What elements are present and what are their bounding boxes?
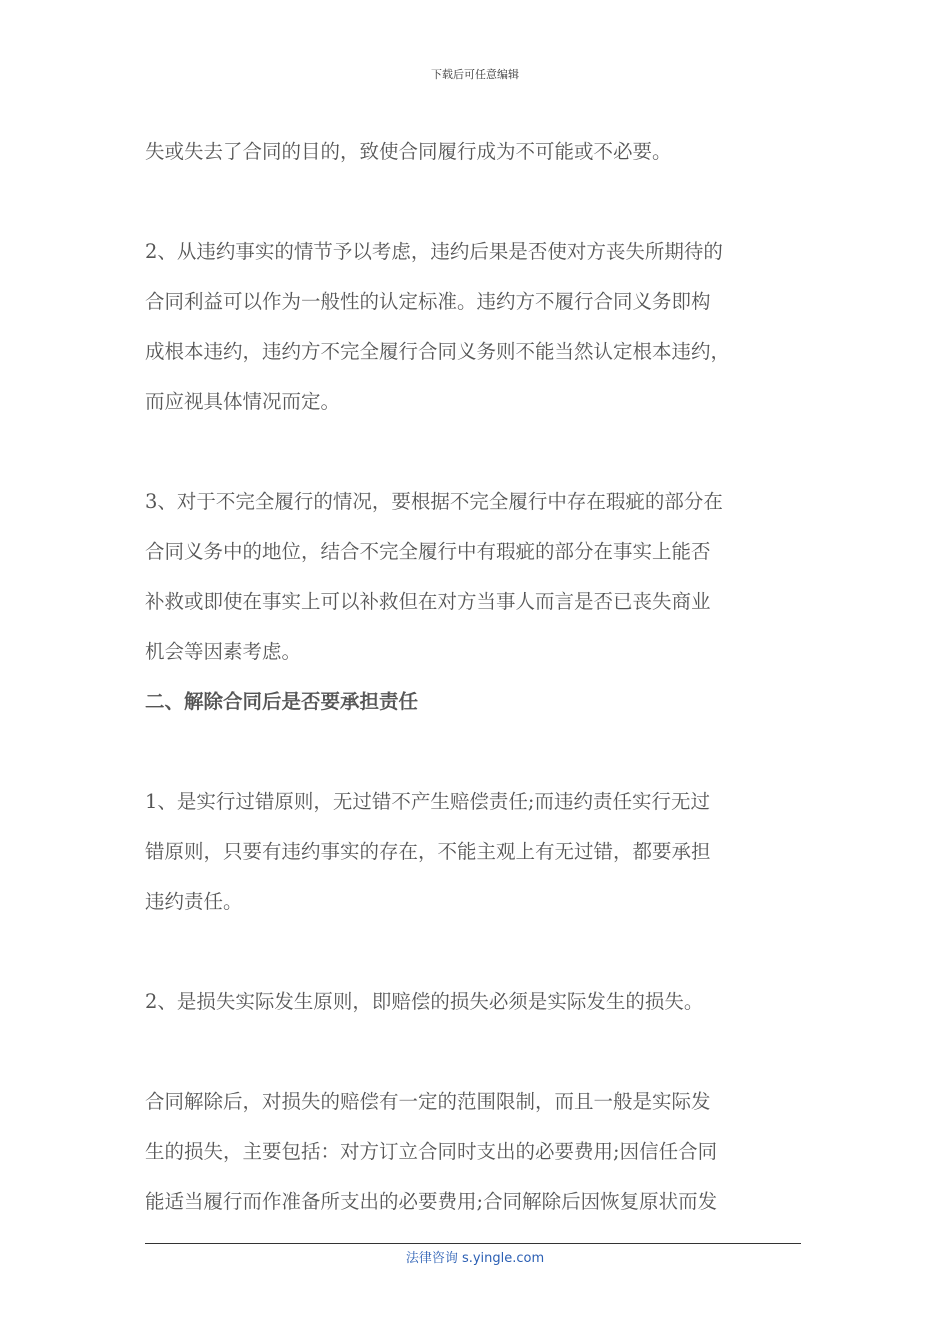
paragraph-3-line-4: 机会等因素考虑。	[145, 640, 302, 663]
paragraph-2-line-2: 合同利益可以作为一般性的认定标准。违约方不履行合同义务即构	[145, 290, 711, 313]
document-body	[145, 127, 810, 1227]
paragraph-2-line-3: 成根本违约，违约方不完全履行合同义务则不能当然认定根本违约，	[145, 340, 731, 363]
footer-divider	[145, 1243, 801, 1244]
paragraph-2-line-1: 2、从违约事实的情节予以考虑，违约后果是否使对方丧失所期待的	[145, 240, 723, 263]
paragraph-gap	[145, 177, 810, 227]
paragraph-4-line-3: 违约责任。	[145, 890, 243, 913]
paragraph-1-line-1: 失或失去了合同的目的，致使合同履行成为不可能或不必要。	[145, 140, 672, 163]
paragraph-3-line-3: 补救或即使在事实上可以补救但在对方当事人而言是否已丧失商业	[145, 590, 711, 613]
paragraph-gap	[145, 1027, 810, 1077]
page-header: 下载后可任意编辑	[431, 68, 519, 81]
paragraph-6-line-2: 生的损失，主要包括：对方订立合同时支出的必要费用;因信任合同	[145, 1140, 718, 1163]
paragraph-4-line-1: 1、是实行过错原则，无过错不产生赔偿责任;而违约责任实行无过	[145, 790, 710, 813]
paragraph-gap	[145, 927, 810, 977]
paragraph-3-line-1: 3、对于不完全履行的情况，要根据不完全履行中存在瑕疵的部分在	[145, 490, 723, 513]
paragraph-5-line-1: 2、是损失实际发生原则，即赔偿的损失必须是实际发生的损失。	[145, 990, 704, 1013]
paragraph-3-line-2: 合同义务中的地位，结合不完全履行中有瑕疵的部分在事实上能否	[145, 540, 711, 563]
footer-link[interactable]: 法律咨询 s.yingle.com	[405, 1251, 545, 1266]
paragraph-gap	[145, 727, 810, 777]
paragraph-4-line-2: 错原则，只要有违约事实的存在，不能主观上有无过错，都要承担	[145, 840, 711, 863]
paragraph-gap	[145, 427, 810, 477]
paragraph-2-line-4: 而应视具体情况而定。	[145, 390, 341, 413]
paragraph-6-line-3: 能适当履行而作准备所支出的必要费用;合同解除后因恢复原状而发	[145, 1190, 718, 1213]
section-heading: 二、解除合同后是否要承担责任	[145, 690, 419, 713]
paragraph-6-line-1: 合同解除后，对损失的赔偿有一定的范围限制，而且一般是实际发	[145, 1090, 711, 1113]
